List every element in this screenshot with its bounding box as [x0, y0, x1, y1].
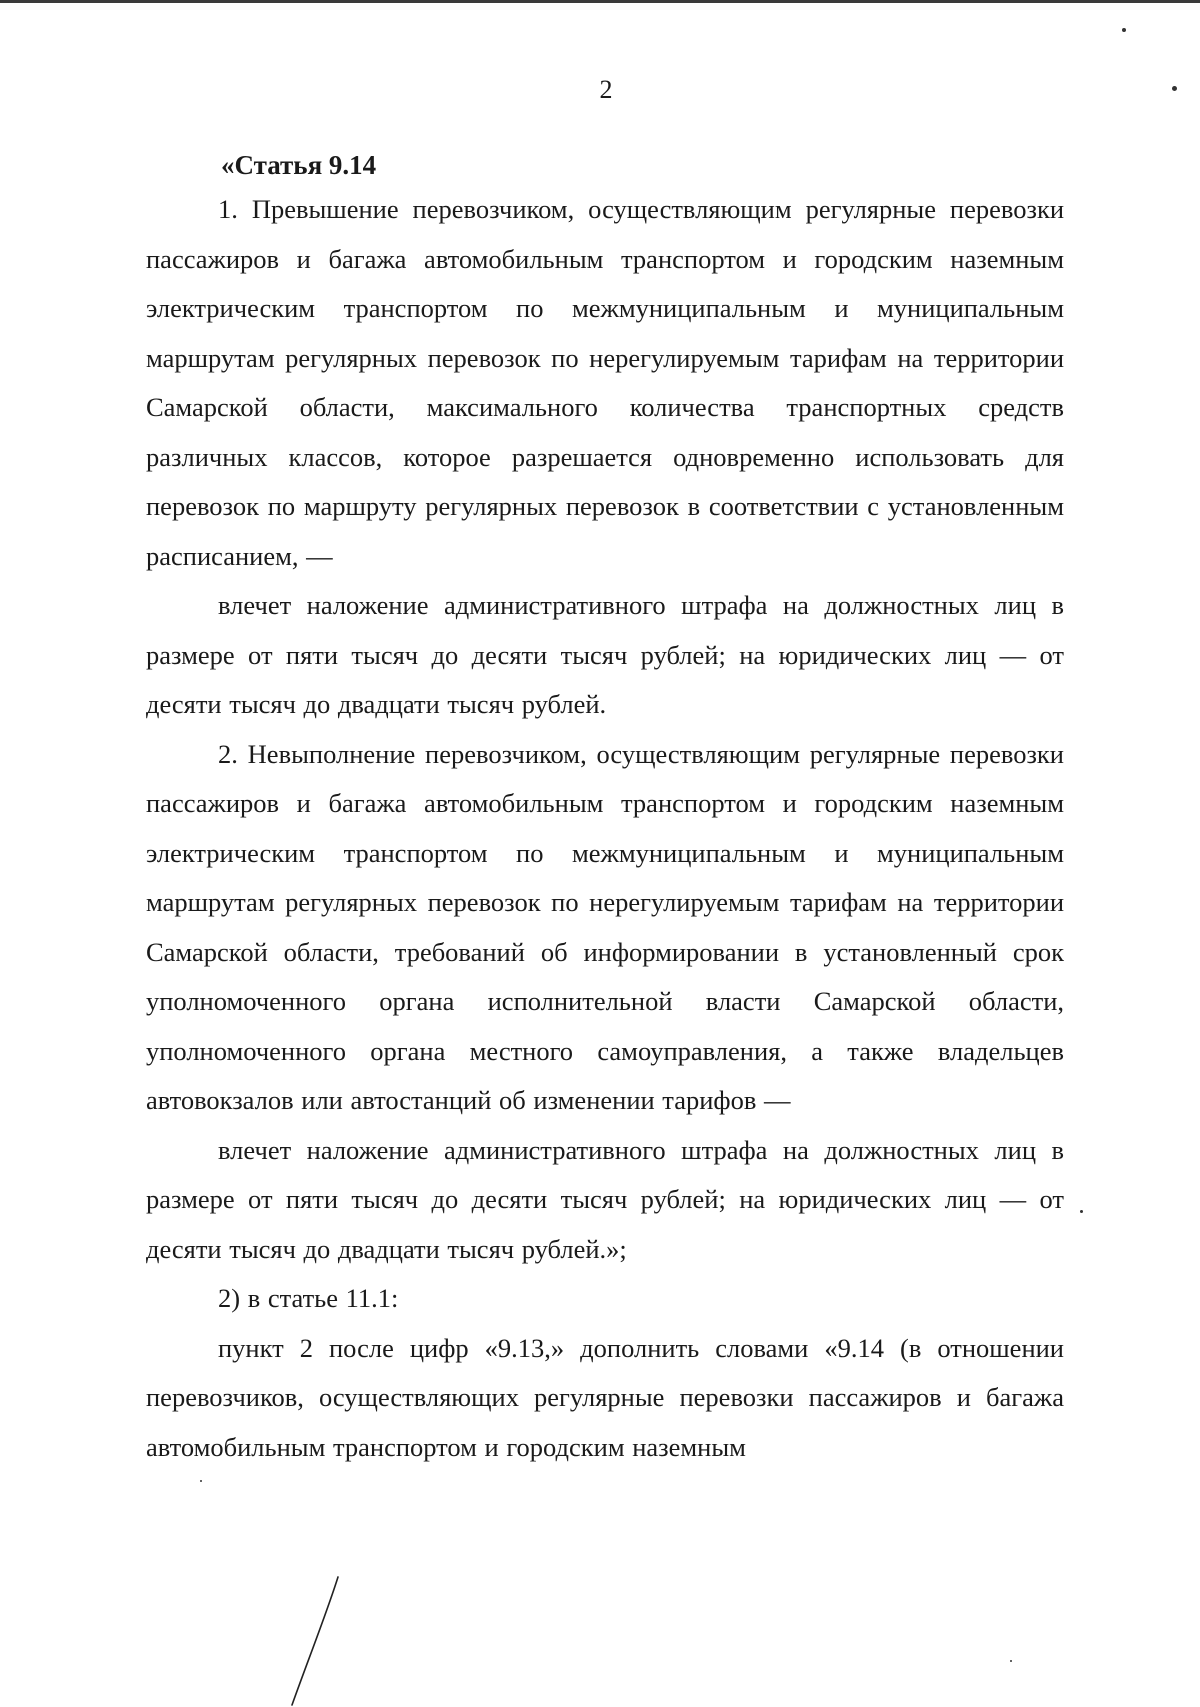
paragraph-6: пункт 2 после цифр «9.13,» дополнить словами «9.14 (в отношении перевозчиков, осуществляющих регулярные перевозки пассажиров и багажа автомобильным транспортом и городским наземным — [146, 1332, 1064, 1462]
paragraph-4: влечет наложение административного штрафа на должностных лиц в размере от пяти тысяч до десяти тысяч рублей; на юридических лиц — от десяти тысяч до двадцати тысяч рублей.»; — [146, 1134, 1064, 1264]
scan-speck — [1172, 86, 1177, 91]
signature-stroke — [286, 1575, 346, 1707]
scan-speck — [1010, 1660, 1012, 1662]
document-body — [146, 145, 1064, 1472]
paragraph-3: 2. Невыполнение перевозчиком, осуществляющим регулярные перевозки пассажиров и багажа автомобильным транспортом и городским наземным электрическим транспортом по межмуниципальным и муниципальным маршрутам регулярных перевозок по нерегулируемым тарифам на территории Самарской области, требований об информировании в установленный срок уполномоченного органа исполнительной власти Самарской области, уполномоченного органа местного самоуправления, а также владельцев автовокзалов или автостанций об изменении тарифов — — [146, 738, 1064, 1115]
scan-speck — [200, 1480, 202, 1482]
page-number: 2 — [599, 75, 613, 104]
scan-speck — [1080, 1210, 1083, 1213]
paragraph-1: 1. Превышение перевозчиком, осуществляющим регулярные перевозки пассажиров и багажа автомобильным транспортом и городским наземным электрическим транспортом по межмуниципальным и муниципальным маршрутам регулярных перевозок по нерегулируемым тарифам на территории Самарской области, максимального количества транспортных средств различных классов, которое разрешается одновременно использовать для перевозок по маршруту регулярных перевозок в соответствии с установленным расписанием, — — [146, 194, 1064, 571]
scan-speck — [1122, 28, 1126, 32]
paragraph-5: 2) в статье 11.1: — [218, 1283, 399, 1313]
paragraph-2: влечет наложение административного штрафа на должностных лиц в размере от пяти тысяч до десяти тысяч рублей; на юридических лиц — от десяти тысяч до двадцати тысяч рублей. — [146, 590, 1064, 719]
scan-top-edge — [0, 0, 1200, 3]
article-title: «Статья 9.14 — [221, 150, 377, 180]
